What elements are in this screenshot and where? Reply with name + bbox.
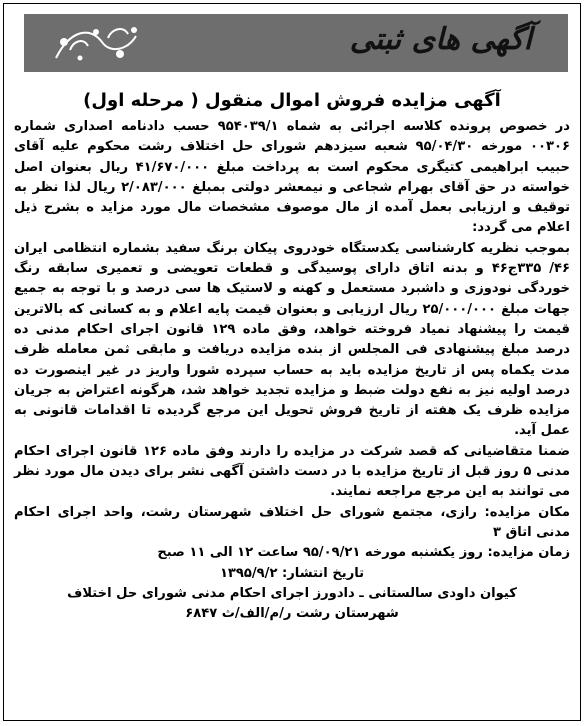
signature-line-2: شهرستان رشت ر/م/الف/ث ۶۸۴۷ (185, 606, 399, 622)
floral-ornament-icon (50, 20, 142, 66)
publish-date: تاریخ انتشار: ۱۳۹۵/۹/۲ (219, 565, 365, 581)
notice-frame (3, 3, 581, 721)
notice-paragraph-vehicle: بموجب نظریه کارشناسی یکدستگاه خودروی پیکان برنگ سفید بشماره انتظامی ایران ۴۶/ ۳۳۵ج۴۶ و بدنه اتاق دارای پوسیدگی و قطعات تعویضی و تعمیری سابقه رنگ خوردگی نودوزی و داشبرد مستعمل و کهنه و لاستیک ها سی درصد و با توجه به جمیع جهات مبلغ ۲۵/۰۰۰/۰۰۰ ریال ارزیابی و بعنوان قیمت پایه اعلام و به کسانی که بالاترین قیمت را پیشنهاد نمیاد فروخته خواهد، وفق ماده ۱۲۹ قانون اجرای احکام مدنی ده درصد مبلغ پیشنهادی فی المجلس از بنده مزایده دریافت و مابقی ثمن معامله ظرف مدت یکماه پس از تاریخ مزایده باید به حساب سپرده شورا واریز در غیر اینصورت ده درصد اولیه نیز به نفع دولت ضبط و مزایده تجدید خواهد شد، هرگونه اعتراض به جریان مزایده ظرف یک هفته از تاریخ فروش تحویل این مرجع گردیده تا اقدامات قانونی به عمل آید. (14, 240, 570, 439)
section-banner (24, 14, 568, 72)
notice-paragraph-case: در خصوص پرونده کلاسه اجرائی به شماه ۹۵۴۰۳۹/۱ حسب دادنامه اصداری شماره ۰۰۳۰۶ مورخه ۹۵/۰۴/۳۰ شعبه سیزدهم شورای حل اختلاف رشت محکوم علیه آقای حبیب ابراهیمی کتیگری محکوم است به پرداخت مبلغ ۴۱/۶۷۰/۰۰۰ ریال بعنوان اصل خواسته در حق آقای بهرام شجاعی و نیمعشر دولتی بمبلغ ۲/۰۸۳/۰۰۰ ریال لذا نظر به توقیف و ارزیابی بعمل آمده از مال موصوف مشخصات مال مورد مزاید ه بشرح ذیل اعلام می گردد: (14, 119, 570, 236)
signature-line-1: کیوان داودی سالستانی ـ دادورز اجرای احکام مدنی شورای حل اختلاف (67, 585, 517, 601)
banner-title: آگهی های ثبتی (349, 22, 532, 57)
notice-body (14, 90, 570, 714)
auction-location: مکان مزایده: رازی، مجتمع شورای حل اختلاف شهرستان رشت، واحد اجرای احکام مدنی اتاق ۳ (14, 504, 570, 540)
notice-heading: آگهی مزایده فروش اموال منقول ( مرحله اول) (83, 90, 501, 111)
auction-time: زمان مزایده: روز یکشنبه مورخه ۹۵/۰۹/۲۱ ساعت ۱۲ الی ۱۱ صبح (157, 545, 570, 561)
notice-paragraph-applicants: ضمنا متقاضیانی که قصد شرکت در مزایده را دارند وفق ماده ۱۲۶ قانون اجرای احکام مدنی ۵ روز قبل از تاریخ مزایده با در دست داشتن آگهی نشر برای دیدن مال مورد نظر می توانند به این مرجع مراجعه نمایند. (14, 443, 570, 500)
